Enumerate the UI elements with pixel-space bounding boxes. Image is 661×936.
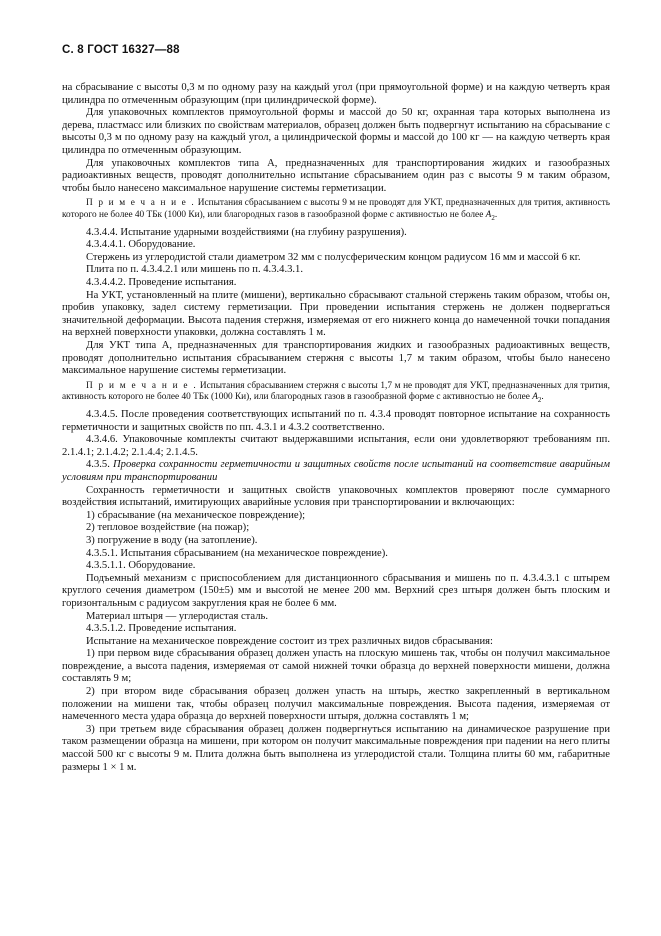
section-heading: 4.3.4.4. Испытание ударными воздействиями (на глубину разрушения). bbox=[86, 226, 407, 238]
paragraph: Испытание на механическое повреждение состоит из трех различных видов сбрасывания: bbox=[86, 635, 493, 647]
paragraph: на сбрасывание с высоты 0,3 м по одному разу на каждый угол (при прямоугольной форме) и на каждую четверть края цилиндра по отмеченным образующим (при цилиндрической форме). bbox=[62, 82, 610, 106]
note-text: Испытания сбрасыванием с высоты 9 м не проводят для УКТ, предназначенных для трития, активность которого не более 40 ТБк (1000 Ки), или благородных газов в газообразной форме с активностью не более bbox=[62, 198, 610, 220]
note-text: Испытания сбрасыванием стержня с высоты 1,7 м не проводят для УКТ, предназначенных для трития, активность которого не более 40 ТБк (1000 Ки), или благородных газов в газообразной форме с активностью не более bbox=[62, 380, 610, 402]
note bbox=[62, 381, 610, 406]
paragraph: Стержень из углеродистой стали диаметром 32 мм с полусферическим концом радиусом 16 мм и массой 6 кг. bbox=[86, 251, 581, 263]
paragraph: Для упаковочных комплектов прямоугольной формы и массой до 50 кг, охранная тара которых выполнена из дерева, пластмасс или близких по свойствам материалов, образец должен быть подвергнут испытанию на сбрасывание с высоты 0,3 м по одному разу на каждый угол, а цилиндрической формы и массой до 100 кг — на каждую четверть края цилиндра по отмеченным образующим. bbox=[62, 107, 610, 156]
symbol-subscript: 2 bbox=[537, 395, 542, 404]
section-heading: 4.3.5.1. Испытания сбрасыванием (на механическое повреждение). bbox=[86, 547, 388, 559]
page-header: С. 8 ГОСТ 16327—88 bbox=[62, 44, 180, 56]
paragraph: На УКТ, установленный на плите (мишени), вертикально сбрасывают стальной стержень таким образом, чтобы он, пробив упаковку, задел систему герметизации. При проведении испытания стержень не должен подвергаться значительной деформации. Высота падения стержня, измеряемая от его нижнего конца до намеченной точки попадания на верхней поверхности упаковки, должна составлять 1 м. bbox=[62, 289, 610, 339]
note-label: П р и м е ч а н и е . bbox=[86, 198, 196, 209]
symbol-subscript: 2 bbox=[491, 213, 495, 222]
section-heading: 4.3.4.4.2. Проведение испытания. bbox=[86, 276, 237, 288]
paragraph: 4.3.4.6. Упаковочные комплекты считают выдержавшими испытания, если они удовлетворяют требованиям пп. 2.1.4.1; 2.1.4.2; 2.1.4.4; 2.1.4.5. bbox=[62, 434, 610, 458]
list-item: 3) при третьем виде сбрасывания образец должен подвергнуться испытанию на динамическое разрушение при таком размещении образца на мишени, при котором он получит максимальные повреждения при падении на него плиты массой 500 кг с высоты 9 м. Плита должна быть выполнена из углеродистой стали. Толщина плиты 60 мм, габаритные размеры 1 × 1 м. bbox=[62, 723, 610, 773]
list-item: 2) тепловое воздействие (на пожар); bbox=[86, 522, 250, 534]
symbol-a: A bbox=[532, 391, 538, 402]
paragraph: Сохранность герметичности и защитных свойств упаковочных комплектов проверяют после суммарного воздействия испытаний, имитирующих аварийные условия при транспортировании и включающих: bbox=[62, 484, 610, 509]
paragraph: 4.3.4.5. После проведения соответствующих испытаний по п. 4.3.4 проводят повторное испытание на сохранность герметичности и защитных свойств по пп. 4.3.1 и 4.3.2 соответственно. bbox=[62, 409, 610, 433]
section-heading: 4.3.5.1.2. Проведение испытания. bbox=[86, 623, 237, 635]
list-item: 2) при втором виде сбрасывания образец должен упасть на штырь, жестко закрепленный в вертикальном положении на мишени так, чтобы образец получил максимальные повреждения. Высота падения, измеряемая от намеченного места удара образца до верхней поверхности штыря, должна составлять 1 м; bbox=[62, 686, 610, 723]
section-number: 4.3.5. bbox=[86, 459, 114, 471]
paragraph: Подъемный механизм с приспособлением для дистанционного сбрасывания и мишень по п. 4.3.4.3.1 с штырем круглого сечения диаметром (150±5) мм и высотой не менее 200 мм. Верхний срез штыря должен быть плоским и горизонтальным с радиусом закругления края не более 6 мм. bbox=[62, 572, 610, 609]
note-end: . bbox=[494, 209, 498, 220]
list-item: 3) погружение в воду (на затопление). bbox=[86, 534, 258, 546]
paragraph: Для упаковочных комплектов типа А, предназначенных для транспортирования жидких и газообразных радиоактивных веществ, проводят дополнительно испытание сбрасыванием один раз с высоты 9 м таким образом, чтобы было нанесено максимальное нарушение системы герметизации. bbox=[62, 157, 610, 194]
document-body bbox=[62, 82, 610, 774]
symbol-a: A bbox=[485, 209, 492, 220]
paragraph: Плита по п. 4.3.4.2.1 или мишень по п. 4.3.4.3.1. bbox=[86, 264, 303, 276]
section-title: Проверка сохранности герметичности и защитных свойств после испытаний на соответствие аварийным условиям при транспортировании bbox=[62, 459, 610, 483]
section-heading bbox=[62, 459, 610, 484]
note-label: П р и м е ч а н и е . bbox=[86, 380, 198, 391]
note-end: . bbox=[541, 391, 544, 402]
section-heading: 4.3.4.4.1. Оборудование. bbox=[86, 239, 196, 251]
list-item: 1) сбрасывание (на механическое повреждение); bbox=[86, 509, 306, 521]
note bbox=[62, 198, 610, 223]
paragraph: Материал штыря — углеродистая сталь. bbox=[86, 610, 268, 622]
list-item: 1) при первом виде сбрасывания образец должен упасть на плоскую мишень так, чтобы он получил максимальное повреждение, а высота падения, измеряемая от самой нижней точки образца до верхней поверхности мишени, должна составлять 9 м; bbox=[62, 648, 610, 685]
section-heading: 4.3.5.1.1. Оборудование. bbox=[86, 560, 196, 572]
paragraph: Для УКТ типа А, предназначенных для транспортирования жидких и газообразных радиоактивных веществ, проводят дополнительно испытания сбрасыванием стержня с высоты 1,7 м таким образом, чтобы было нанесено максимальное нарушение системы герметизации. bbox=[62, 339, 610, 377]
